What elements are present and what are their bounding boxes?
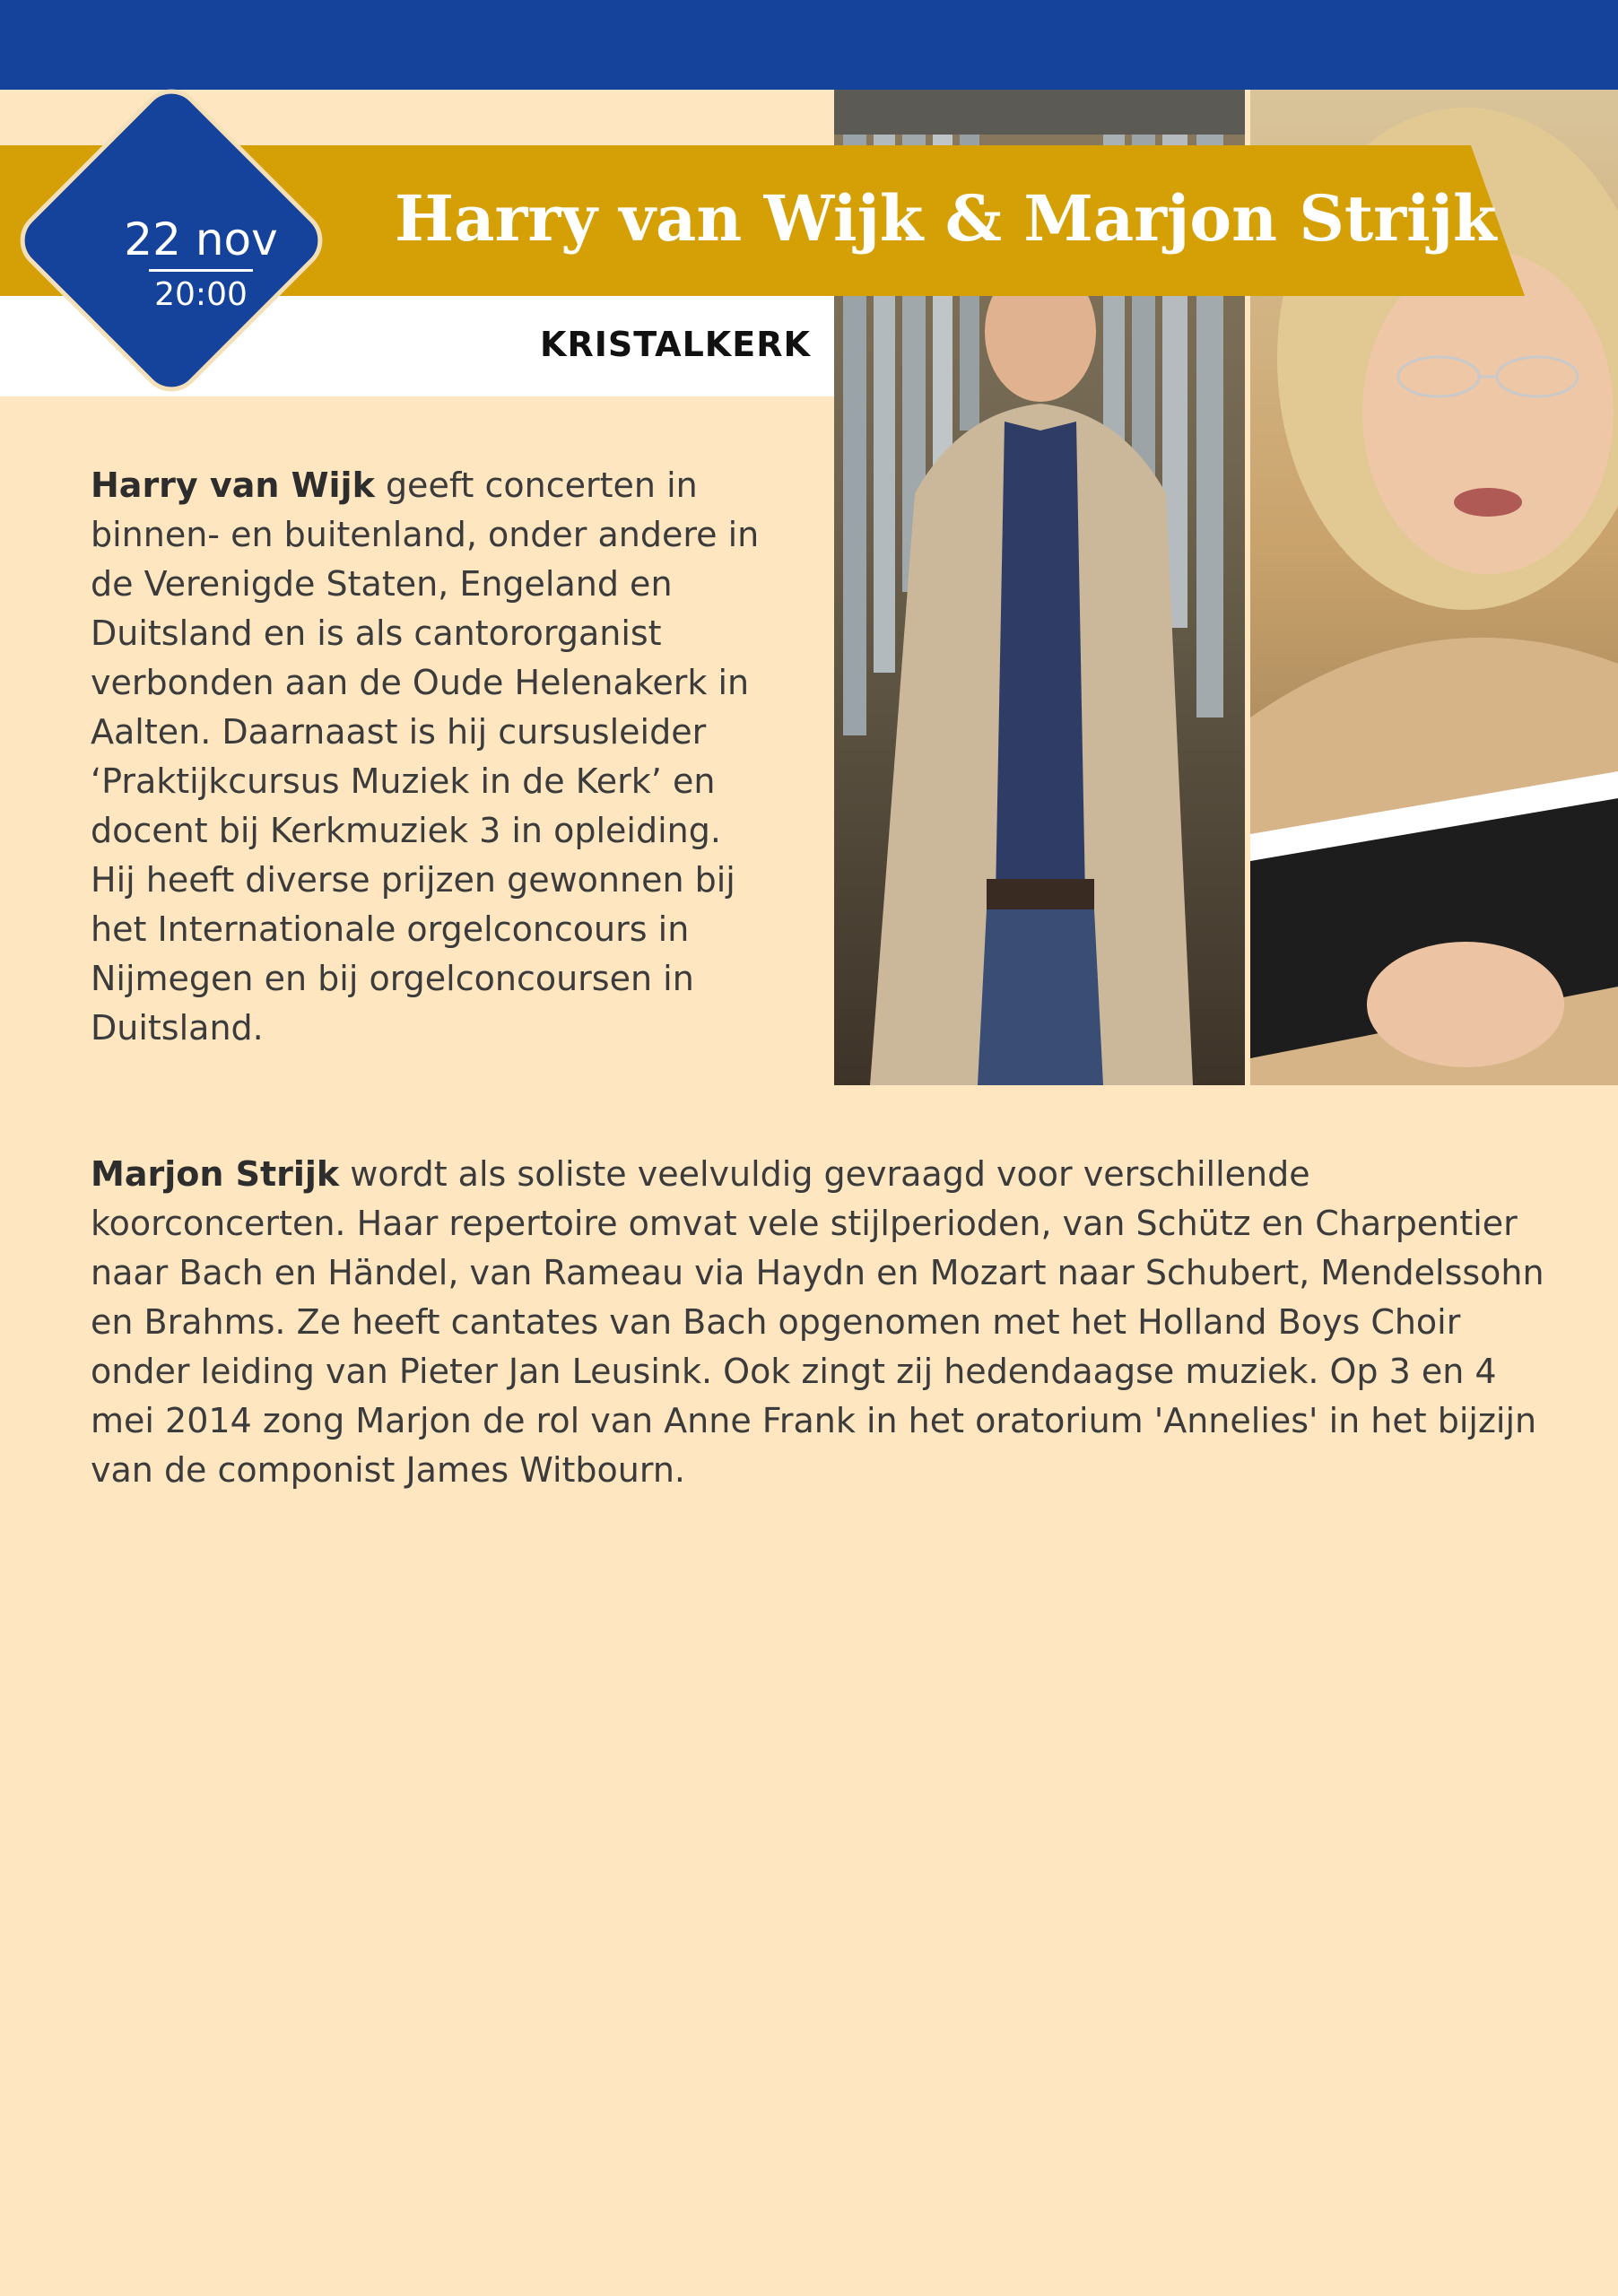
top-bar xyxy=(0,0,1618,90)
bio-marjon-text: wordt als soliste veelvuldig gevraagd voor verschillende koorconcerten. Haar repertoire omvat vele stijlperioden, van Schütz en Charpentier naar Bach en Händel, van Rameau via Haydn en Mozart naar Schubert, Mendelssohn en Brahms. Ze heeft cantates van Bach opgenomen met het Holland Boys Choir onder leiding van Pieter Jan Leusink. Ook zingt zij hedendaagse muziek. Op 3 en 4 mei 2014 zong Marjon de rol van Anne Frank in het oratorium 'Annelies' in het bijzijn van de componist James Witbourn. xyxy=(91,1154,1544,1490)
date-badge-content xyxy=(111,213,291,315)
bio-harry-name: Harry van Wijk xyxy=(91,465,375,505)
bio-marjon xyxy=(91,1150,1561,1495)
date-divider xyxy=(149,269,253,272)
bio-marjon-name: Marjon Strijk xyxy=(91,1154,340,1194)
bio-harry xyxy=(91,461,772,1053)
venue-label: KRISTALKERK xyxy=(540,325,811,364)
bio-harry-text: geeft concerten in binnen- en buitenland, onder andere in de Verenigde Staten, Engeland en Duitsland en is als cantororganist verbonden aan de Oude Helenakerk in Aalten. Daarnaast is hij cursusleider ‘Praktijkcursus Muziek in de Kerk’ en docent bij Kerkmuziek 3 in opleiding. Hij heeft diverse prijzen gewonnen bij het Internationale orgelconcours in Nijmegen en bij orgelconcoursen in Duitsland. xyxy=(91,465,760,1048)
event-date: 22 nov xyxy=(124,213,278,265)
event-time: 20:00 xyxy=(154,276,248,313)
page-title: Harry van Wijk & Marjon Strijk xyxy=(395,181,1497,256)
